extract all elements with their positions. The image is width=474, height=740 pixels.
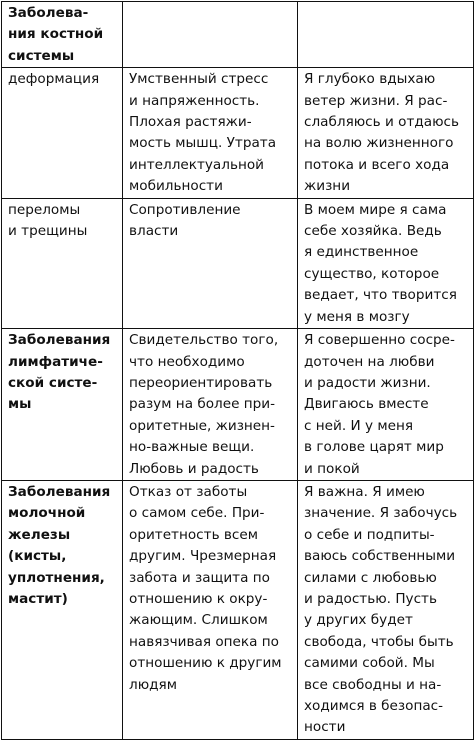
table-row <box>2 329 474 481</box>
text-line: Умственный стресс <box>129 71 269 88</box>
text-line: ведает, что творится <box>304 287 457 304</box>
text-line: слабляюсь и отдаюсь <box>304 114 460 131</box>
disease-cell <box>2 2 123 68</box>
text-line: и трещины <box>8 223 88 240</box>
text-line: ваюсь собственными <box>304 548 456 565</box>
text-line: Я глубоко вдыхаю <box>304 71 436 88</box>
text-line: я единственное <box>304 244 419 261</box>
text-line: В моем мире я сама <box>304 201 447 218</box>
text-line: Я важна. Я имею <box>304 483 425 500</box>
text-line: железы <box>8 526 71 543</box>
text-line: отношению к другим <box>129 655 282 672</box>
text-line: оритетность всем <box>129 526 259 543</box>
text-line: все свободны и на- <box>304 676 442 693</box>
text-line: доточен на любви <box>304 353 435 370</box>
text-line: мость мышц. Утрата <box>129 135 277 152</box>
text-line: жизни <box>304 178 351 195</box>
text-line: ходимся в безопас- <box>304 698 444 714</box>
text-line: и покой <box>304 460 360 477</box>
text-line: Заболевания <box>8 332 111 349</box>
cause-cell <box>123 198 298 328</box>
disease-affirmation-table <box>1 1 474 740</box>
disease-cell <box>2 198 123 328</box>
text-line: жающим. Слишком <box>129 612 268 629</box>
text-line: и напряженность. <box>129 92 260 109</box>
text-line: с ней. И у меня <box>304 417 414 434</box>
text-line: Заболевания <box>8 483 111 500</box>
table-row <box>2 68 474 198</box>
text-line: и радостью. Пусть <box>304 590 437 607</box>
text-line: Двигаюсь вместе <box>304 396 429 413</box>
text-line: что необходимо <box>129 353 245 370</box>
text-line: Свидетельство того, <box>129 332 279 349</box>
text-line: мастит) <box>8 590 68 607</box>
text-line: силами с любовью <box>304 569 437 586</box>
cause-cell <box>123 329 298 481</box>
text-line: мобильности <box>129 178 223 195</box>
text-line: свобода, чтобы быть <box>304 633 454 650</box>
text-line: переломы <box>8 201 81 218</box>
text-line: Плохая растяжи- <box>129 114 252 131</box>
text-line: молочной <box>8 505 86 522</box>
text-line: Любовь и радость <box>129 460 259 477</box>
text-line: власти <box>129 223 179 240</box>
text-line: переориентировать <box>129 374 273 391</box>
affirmation-cell <box>298 2 474 68</box>
affirmation-cell <box>298 480 474 739</box>
table-row <box>2 2 474 68</box>
affirmation-cell <box>298 68 474 198</box>
text-line: отношению к окру- <box>129 590 268 607</box>
text-line: Отказ от заботы <box>129 483 248 500</box>
text-line: у других будет <box>304 612 413 629</box>
text-line: на волю жизненного <box>304 135 454 152</box>
table-row <box>2 480 474 739</box>
text-line: деформация <box>8 71 100 88</box>
cause-cell <box>123 68 298 198</box>
text-line: ности <box>304 719 346 736</box>
text-line: себе хозяйка. Ведь <box>304 223 442 240</box>
text-line: но-важные вещи. <box>129 439 255 456</box>
affirmation-cell <box>298 198 474 328</box>
disease-cell <box>2 68 123 198</box>
text-line: потока и всего хода <box>304 156 450 173</box>
text-line: самими собой. Мы <box>304 655 435 672</box>
text-line: разум на более при- <box>129 396 276 413</box>
affirmation-cell <box>298 329 474 481</box>
text-line: (кисты, <box>8 548 67 565</box>
disease-cell <box>2 329 123 481</box>
text-line: системы <box>8 47 75 64</box>
text-line: у меня в мозгу <box>304 308 410 325</box>
table-row <box>2 198 474 328</box>
text-line: навязчивая опека по <box>129 633 279 650</box>
text-line: Я совершенно сосре- <box>304 332 455 349</box>
text-line: уплотнения, <box>8 569 105 586</box>
text-line: людям <box>129 676 177 693</box>
text-line: Заболева- <box>8 5 89 21</box>
text-line: существо, которое <box>304 265 440 282</box>
text-line: о себе и подпиты- <box>304 526 435 543</box>
text-line: ния костной <box>8 26 104 43</box>
text-line: мы <box>8 396 32 413</box>
text-line: ветер жизни. Я рас- <box>304 92 448 109</box>
text-line: ской систе- <box>8 374 98 391</box>
text-line: о самом себе. При- <box>129 505 265 522</box>
cause-cell <box>123 480 298 739</box>
text-line: значение. Я забочусь <box>304 505 458 522</box>
text-line: оритетные, жизнен- <box>129 417 275 434</box>
text-line: и радости жизни. <box>304 374 431 391</box>
text-line: другим. Чрезмерная <box>129 548 277 565</box>
text-line: в голове царят мир <box>304 439 444 456</box>
text-line: лимфатиче- <box>8 353 103 370</box>
cause-cell <box>123 2 298 68</box>
disease-cell <box>2 480 123 739</box>
text-line: забота и защита по <box>129 569 270 586</box>
text-line: интеллектуальной <box>129 156 264 173</box>
text-line: Сопротивление <box>129 201 241 218</box>
